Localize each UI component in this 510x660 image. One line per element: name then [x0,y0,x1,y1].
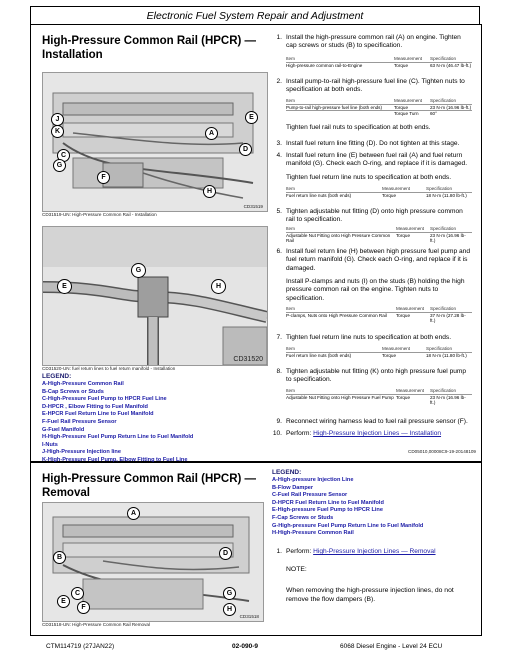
step-text: Tighten fuel return line nuts to specification at both ends. [286,174,452,181]
step-text: Tighten adjustable nut fitting (K) onto high pressure fuel pump to specification. [286,368,467,384]
callout-H: H [223,603,236,616]
figure-code: CD31520 [233,356,263,363]
note-text: When removing the high-pressure injection lines, do not remove the flow dampers (B). [286,587,454,603]
legend-item: A-High-pressure Injection Line [272,477,354,483]
spec-item: Adjustable Nut Fitting onto High Pressure Fuel Pump [286,394,394,400]
step-number: 2. [276,78,282,85]
legend-item: A-High-Pressure Common Rail [42,381,124,387]
spec-head-specification: Specification [430,98,457,103]
install-step-6 [270,248,470,274]
step-text: Perform: [286,548,312,555]
step-text: Perform: [286,430,312,437]
spec-head-specification: Specification [430,388,457,393]
removal-legend [272,477,423,538]
spec-value: 18 N·m (11.80 lb-ft.) [426,352,467,358]
spec-head-measurement: Measurement [396,306,425,311]
legend-item: F-Cap Screws or Studs [272,514,334,521]
figure-code: CD31518 [239,614,259,619]
spec-table-3 [286,186,472,198]
spec-head-item: Item [286,226,295,231]
step-text: Tighten fuel rail nuts to specification at both ends. [286,124,431,131]
note-label: NOTE: [286,566,307,573]
legend-item: E-HPCR Fuel Return Line to Fuel Manifold [42,411,154,418]
spec-head-measurement: Measurement [382,346,411,351]
callout-H: H [203,185,216,198]
figure-2-caption: CD31520-UN: fuel return lines to fuel return manifold - Installation [42,366,176,371]
callout-K: K [51,125,64,138]
legend-item: J-High-Pressure Injection line [42,449,121,456]
spec-measurement: Torque Turn [394,111,419,117]
footer-right: 6068 Diesel Engine - Level 24 ECU [340,643,443,650]
install-step-4-note [270,174,470,183]
install-step-4 [270,152,470,170]
spec-head-specification: Specification [430,306,457,311]
legend-item: I-Nuts [42,441,58,448]
callout-E: E [57,595,70,608]
spec-item: Fuel return line nuts (both ends) [286,192,352,198]
spec-measurement: Torque [382,352,397,358]
spec-item: High-pressure common rail-to-Engine [286,62,363,68]
spec-head-item: Item [286,186,295,191]
step-number: 6. [276,248,282,255]
step-text: Install the high-pressure common rail (A) on engine. Tighten cap screws or studs (B) to specification. [286,34,461,50]
spec-head-item: Item [286,56,295,61]
callout-G: G [53,159,66,172]
spec-head-specification: Specification [426,186,453,191]
spec-value: 23 N·m (16.96 lb-ft.) [430,232,466,244]
legend-heading: LEGEND: [42,373,72,380]
spec-head-specification: Specification [426,346,453,351]
legend-item: C-High-Pressure Fuel Pump to HPCR Fuel Line [42,396,167,403]
step-number: 1. [276,34,282,41]
legend-item: B-Cap Screws or Studs [42,388,104,395]
callout-A: A [127,507,140,520]
spec-item [286,111,394,117]
step-text: Reconnect wiring harness lead to fuel rail pressure sensor (F). [286,418,468,425]
callout-H: H [211,279,226,294]
figure-1-caption: CD31519-UN: High-Pressure Common Rail - Installation [42,212,157,217]
step-number: 10. [272,430,282,437]
spec-table-7 [286,388,472,406]
injection-lines-removal-link[interactable]: High-Pressure Injection Lines — Removal [313,548,436,555]
install-step-6-note [270,278,470,304]
callout-F: F [77,601,90,614]
spec-head-measurement: Measurement [382,186,411,191]
install-step-9 [270,418,470,427]
spec-value: 23 N·m (16.96 lb-ft.) [430,104,472,110]
spec-table-5 [286,306,472,324]
install-step-5 [270,208,470,226]
legend-item: D-HPCR , Elbow Fitting to Fuel Manifold [42,403,148,410]
step-number: 8. [276,368,282,375]
spec-item: Adjustable Nut Fitting onto High Pressure Common Rail [286,232,391,244]
spec-measurement: Torque [394,62,409,68]
spec-measurement: Torque [394,104,409,110]
spec-head-item: Item [286,346,295,351]
installation-title: High-Pressure Common Rail (HPCR) — Installation [42,35,257,61]
spec-measurement: Torque [396,232,411,238]
spec-table-2 [286,98,472,117]
callout-G: G [131,263,146,278]
install-step-10 [270,430,470,439]
spec-item: Fuel return line nuts (both ends) [286,352,352,358]
spec-table-1 [286,56,472,68]
removal-step-1 [270,548,470,557]
page-header [30,6,480,25]
install-step-3 [270,140,470,149]
legend-item: D-HPCR Fuel Return Line to Fuel Manifold [272,499,384,506]
legend-heading: LEGEND: [272,469,302,476]
spec-head-item: Item [286,306,295,311]
install-step-8 [270,368,470,386]
step-number: 9. [276,418,282,425]
spec-value: 37 N·m (27.28 lb-ft.) [430,312,466,324]
step-text: Tighten fuel return line nuts to specification at both ends. [286,334,452,341]
legend-item: F-Fuel Rail Pressure Sensor [42,418,117,425]
callout-F: F [97,171,110,184]
spec-value: 60° [430,111,437,117]
spec-value: 18 N·m (11.80 lb-ft.) [426,192,467,198]
callout-A: A [205,127,218,140]
installation-figure-2 [42,226,268,366]
footer-center: 02-090-9 [232,643,259,650]
step-text: Tighten adjustable nut fitting (D) onto high pressure common rail to specification. [286,208,463,224]
figure-code: CD31519 [243,204,263,209]
spec-measurement: Torque [382,192,397,198]
engine-illustration-1 [43,73,267,211]
callout-E: E [245,111,258,124]
install-step-1 [270,34,470,52]
document-id: CD05010,00008C9-19-20148109 [408,449,476,454]
step-number: 5. [276,208,282,215]
spec-table-4 [286,226,472,244]
spec-head-measurement: Measurement [394,98,423,103]
step-text: Install P-clamps and nuts (I) on the studs (B) holding the high pressure common rail on the engine. Tighten nuts to specification. [286,278,465,302]
step-number: 3. [276,140,282,147]
callout-C: C [57,149,70,162]
callout-C: C [71,587,84,600]
callout-J: J [51,113,64,126]
callout-D: D [219,547,232,560]
spec-head-item: Item [286,388,295,393]
fuel-manifold-illustration [43,227,267,365]
footer-left: CTM114719 (27JAN22) [46,643,115,650]
spec-value: 63 N·m (46.47 lb-ft.) [430,62,472,68]
step-text: Install pump-to-rail high-pressure fuel line (C). Tighten nuts to specification at both ends. [286,78,465,94]
spec-measurement: Torque [396,394,411,400]
callout-D: D [239,143,252,156]
page-header-title: Electronic Fuel System Repair and Adjustment [146,10,364,22]
step-number: 1. [276,548,282,555]
legend-item: C-Fuel Rail Pressure Sensor [272,492,348,499]
legend-item: H-High-Pressure Fuel Pump Return Line to Fuel Manifold [42,434,194,441]
install-step-2 [270,78,470,96]
spec-table-6 [286,346,472,358]
removal-figure-caption: CD31518-UN: High-Pressure Common Rail Removal [42,622,150,627]
installation-legend [42,381,193,465]
spec-item: P-clamps, Nuts onto High Pressure Common Rail [286,312,387,318]
legend-item: G-Fuel Manifold [42,426,85,433]
legend-item: E-High-pressure Fuel Pump to HPCR Line [272,507,383,514]
removal-title: High-Pressure Common Rail (HPCR) — Removal [42,473,257,499]
callout-B: B [53,551,66,564]
spec-head-measurement: Measurement [396,388,425,393]
install-step-2-note [270,124,470,133]
legend-item: B-Flow Damper [272,484,314,491]
legend-item: K-High-Pressure Fuel Pump, Elbow Fitting to Fuel Line [42,456,188,463]
step-number: 7. [276,334,282,341]
legend-item: H-High-Pressure Common Rail [272,530,354,537]
step-text: Install fuel return line (H) between high pressure fuel pump and fuel return manifold (G). Check each O-ring, and replace if it is damaged. [286,248,470,272]
install-step-7 [270,334,470,343]
legend-item: G-High-pressure Fuel Pump Return Line to Fuel Manifold [272,522,424,529]
removal-figure [42,502,264,622]
spec-value: 23 N·m (16.96 lb-ft.) [430,394,466,406]
step-text: Install fuel return line fitting (D). Do not tighten at this stage. [286,140,460,147]
callout-G: G [223,587,236,600]
spec-measurement: Torque [396,312,411,318]
spec-item: Pump-to-rail high-pressure fuel line (both ends) [286,104,383,110]
spec-head-item: Item [286,98,295,103]
spec-head-specification: Specification [430,226,457,231]
spec-head-measurement: Measurement [394,56,423,61]
callout-E: E [57,279,72,294]
spec-head-specification: Specification [430,56,457,61]
spec-head-measurement: Measurement [396,226,425,231]
step-number: 4. [276,152,282,159]
injection-lines-installation-link[interactable]: High-Pressure Injection Lines — Installation [313,430,442,437]
installation-figure-1 [42,72,268,212]
step-text: Install fuel return line (E) between fuel rail (A) and fuel return manifold (G). Check each O-ring, and replace if it is damaged. [286,152,468,168]
